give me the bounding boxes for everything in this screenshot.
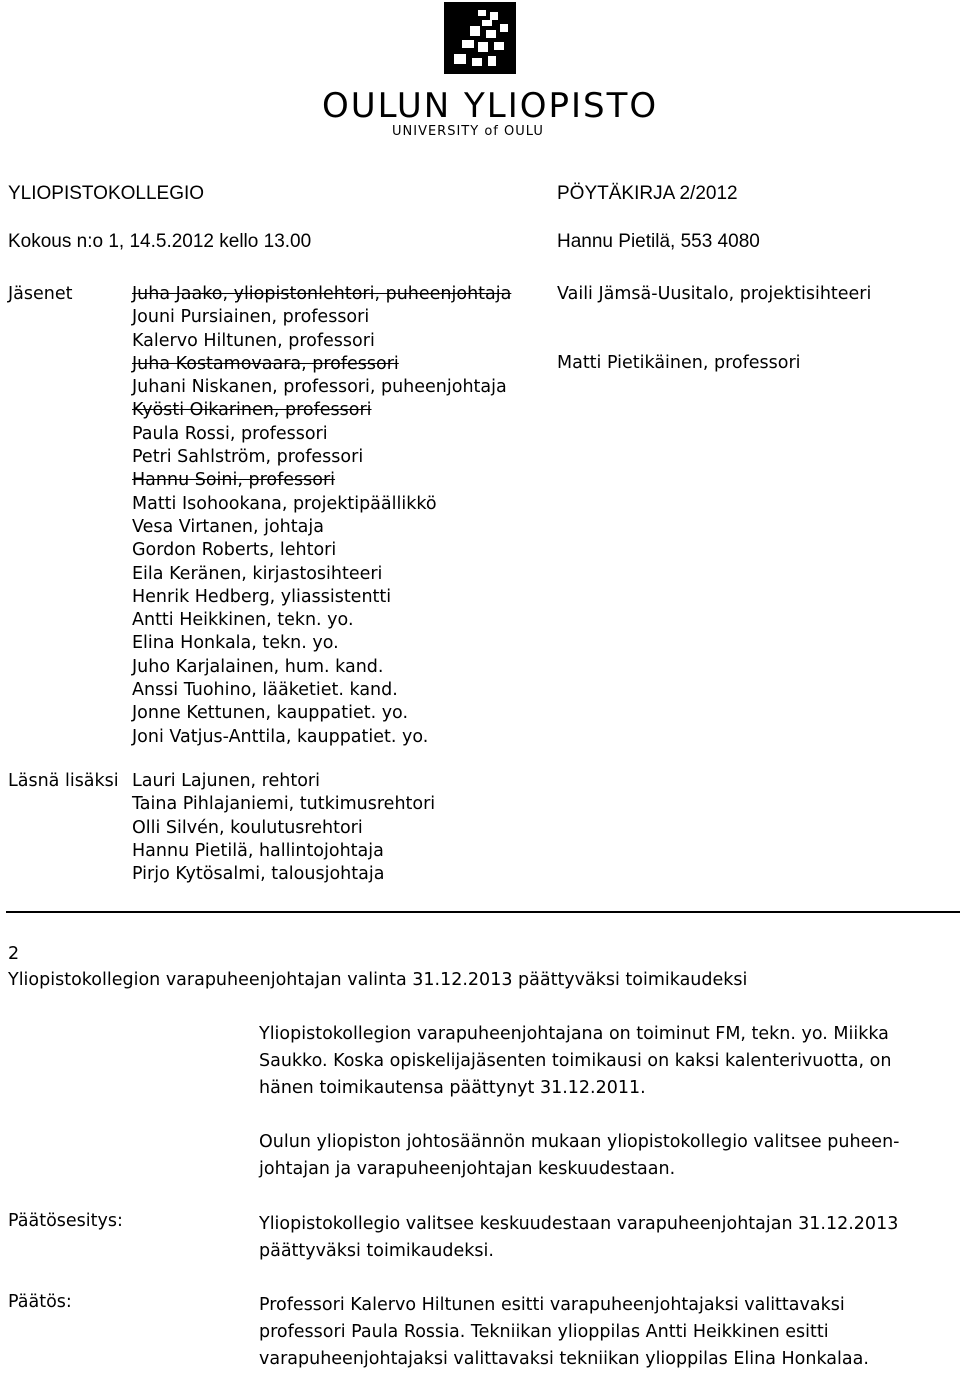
decision-label: Päätös:	[8, 1292, 72, 1312]
member: Vesa Virtanen, johtaja	[132, 516, 324, 537]
secretary-contact: Hannu Pietilä, 553 4080	[557, 231, 760, 252]
logo-subtitle: UNIVERSITY of OULU	[392, 124, 544, 139]
substitute-member: Matti Pietikäinen, professori	[557, 353, 801, 373]
paragraph-line: johtajan ja varapuheenjohtajan keskuudestaan.	[259, 1159, 676, 1179]
member-absent: Juha Jaako, yliopistonlehtori, puheenjohtaja	[132, 284, 512, 304]
substitute-member: Vaili Jämsä-Uusitalo, projektisihteeri	[557, 284, 872, 304]
section-divider	[6, 911, 960, 913]
member: Elina Honkala, tekn. yo.	[132, 633, 339, 654]
paragraph-line: hänen toimikautensa päättynyt 31.12.2011.	[259, 1078, 646, 1098]
present-person: Taina Pihlajaniemi, tutkimusrehtori	[132, 794, 436, 815]
present-person: Pirjo Kytösalmi, talousjohtaja	[132, 864, 385, 885]
paragraph-line: Yliopistokollegio valitsee keskuudestaan varapuheenjohtajan 31.12.2013	[259, 1214, 899, 1234]
member: Jouni Pursiainen, professori	[132, 307, 370, 328]
member: Petri Sahlström, professori	[132, 447, 364, 468]
member: Paula Rossi, professori	[132, 423, 328, 444]
item-number: 2	[8, 944, 20, 964]
paragraph-rules	[259, 1129, 949, 1183]
paragraph-line: varapuheenjohtajaksi valittavaksi tekniikan ylioppilas Elina Honkalaa.	[259, 1349, 869, 1369]
member-absent: Juha Kostamovaara, professori	[132, 353, 399, 374]
university-logo-icon	[444, 2, 516, 74]
document-body-name: YLIOPISTOKOLLEGIO	[8, 183, 205, 204]
paragraph-line: professori Paula Rossia. Tekniikan ylioppilas Antti Heikkinen esitti	[259, 1322, 829, 1342]
member: Jonne Kettunen, kauppatiet. yo.	[132, 703, 409, 724]
minutes-number: PÖYTÄKIRJA 2/2012	[557, 183, 738, 204]
member: Joni Vatjus-Anttila, kauppatiet. yo.	[132, 726, 429, 747]
paragraph-line: Oulun yliopiston johtosäännön mukaan yliopistokollegio valitsee puheen-	[259, 1132, 900, 1152]
decision-text	[259, 1292, 949, 1373]
paragraph-line: Saukko. Koska opiskelijajäsenten toimikausi on kaksi kalenterivuotta, on	[259, 1051, 892, 1071]
logo-wordmark: OULUN YLIOPISTO	[322, 86, 659, 126]
paragraph-line: päättyväksi toimikaudeksi.	[259, 1241, 494, 1261]
paragraph-background	[259, 1021, 949, 1102]
member: Juho Karjalainen, hum. kand.	[132, 656, 384, 677]
item-title: Yliopistokollegion varapuheenjohtajan valinta 31.12.2013 päättyväksi toimikaudeksi	[8, 970, 748, 990]
present-label: Läsnä lisäksi	[8, 771, 119, 791]
members-list	[132, 283, 511, 749]
meeting-info: Kokous n:o 1, 14.5.2012 kello 13.00	[8, 231, 312, 252]
present-person: Lauri Lajunen, rehtori	[132, 771, 320, 791]
present-person: Olli Silvén, koulutusrehtori	[132, 817, 363, 838]
member: Eila Keränen, kirjastosihteeri	[132, 563, 383, 584]
member-absent: Kyösti Oikarinen, professori	[132, 400, 372, 421]
proposal-label: Päätösesitys:	[8, 1211, 123, 1231]
member: Henrik Hedberg, yliassistentti	[132, 586, 392, 607]
member: Matti Isohookana, projektipäällikkö	[132, 493, 437, 514]
member: Kalervo Hiltunen, professori	[132, 330, 375, 351]
members-label: Jäsenet	[8, 284, 73, 304]
present-list	[132, 770, 435, 886]
proposal-text	[259, 1211, 949, 1265]
member: Gordon Roberts, lehtori	[132, 540, 337, 561]
member: Juhani Niskanen, professori, puheenjohtaja	[132, 377, 507, 398]
paragraph-line: Professori Kalervo Hiltunen esitti varapuheenjohtajaksi valittavaksi	[259, 1295, 845, 1315]
member: Antti Heikkinen, tekn. yo.	[132, 610, 354, 631]
member-absent: Hannu Soini, professori	[132, 470, 336, 491]
paragraph-line: Yliopistokollegion varapuheenjohtajana on toiminut FM, tekn. yo. Miikka	[259, 1024, 889, 1044]
member: Anssi Tuohino, lääketiet. kand.	[132, 680, 398, 701]
present-person: Hannu Pietilä, hallintojohtaja	[132, 840, 384, 861]
